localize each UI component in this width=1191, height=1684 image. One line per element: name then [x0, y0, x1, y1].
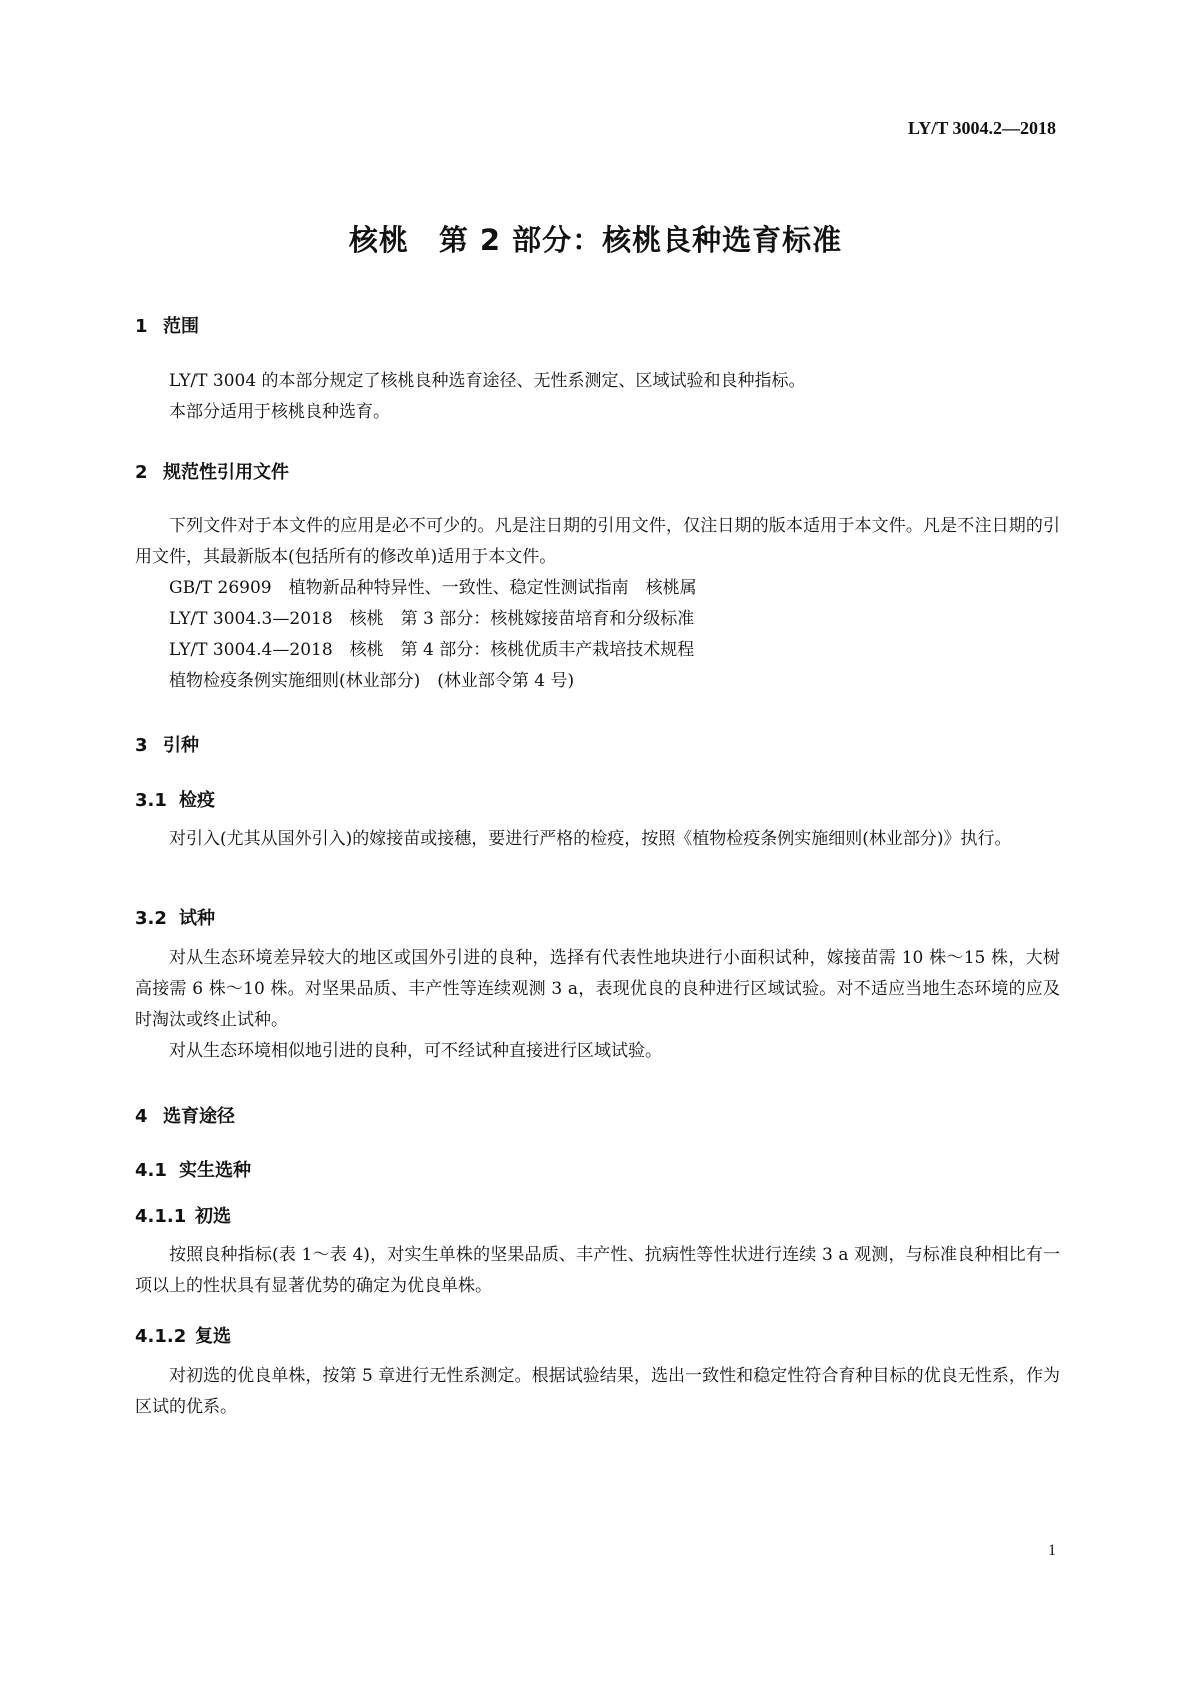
section-number: 2 [135, 462, 148, 483]
section-title: 试种 [179, 908, 215, 929]
section-title: 范围 [163, 316, 199, 337]
paragraph: 对初选的优良单株，按第 5 章进行无性系测定。根据试验结果，选出一致性和稳定性符合育种目标的优良无性系，作为区试的优系。 [135, 1366, 1060, 1417]
section-number: 3 [135, 735, 148, 756]
section-number: 4.1 [135, 1160, 167, 1181]
section-number: 4 [135, 1106, 148, 1127]
section-3-1-body [135, 824, 1060, 855]
paragraph: LY/T 3004 的本部分规定了核桃良种选育途径、无性系测定、区域试验和良种指标。 [169, 371, 806, 391]
section-4-heading [135, 1102, 1060, 1128]
section-title: 初选 [195, 1206, 231, 1227]
section-title: 实生选种 [179, 1160, 251, 1181]
section-title: 检疫 [179, 790, 215, 811]
section-title: 引种 [163, 735, 199, 756]
reference-item: LY/T 3004.3—2018 核桃 第 3 部分：核桃嫁接苗培育和分级标准 [169, 609, 695, 629]
standard-number: LY/T 3004.2—2018 [907, 118, 1056, 138]
paragraph: 对引入(尤其从国外引入)的嫁接苗或接穗，要进行严格的检疫，按照《植物检疫条例实施细则(林业部分)》执行。 [169, 829, 1012, 849]
document-title: 核桃 第 2 部分：核桃良种选育标准 [348, 223, 843, 257]
section-title: 复选 [195, 1326, 231, 1347]
section-3-2-body [135, 943, 1060, 1067]
section-1-body [135, 366, 1060, 428]
section-4-1-1-heading [135, 1202, 1060, 1228]
section-4-1-2-body [135, 1361, 1060, 1423]
section-1-heading [135, 312, 1060, 338]
section-number: 3.2 [135, 908, 167, 929]
paragraph: 下列文件对于本文件的应用是必不可少的。凡是注日期的引用文件，仅注日期的版本适用于本文件。凡是不注日期的引用文件，其最新版本(包括所有的修改单)适用于本文件。 [135, 516, 1060, 567]
section-3-heading [135, 731, 1060, 757]
paragraph: 按照良种指标(表 1～表 4)，对实生单株的坚果品质、丰产性、抗病性等性状进行连续 3 a 观测，与标准良种相比有一项以上的性状具有显著优势的确定为优良单株。 [135, 1245, 1060, 1296]
reference-item: GB/T 26909 植物新品种特异性、一致性、稳定性测试指南 核桃属 [169, 578, 697, 598]
section-3-1-heading [135, 786, 1060, 812]
section-number: 3.1 [135, 790, 167, 811]
section-3-2-heading [135, 904, 1060, 930]
section-4-1-1-body [135, 1240, 1060, 1302]
section-2-body [135, 511, 1060, 697]
section-4-1-heading [135, 1156, 1060, 1182]
section-title: 规范性引用文件 [163, 462, 289, 483]
paragraph: 对从生态环境差异较大的地区或国外引进的良种，选择有代表性地块进行小面积试种，嫁接苗需 10 株～15 株，大树高接需 6 株～10 株。对坚果品质、丰产性等连续观测 3 a，表现优良的良种进行区域试验。对不适应当地生态环境的应及时淘汰或终止试种。 [135, 948, 1060, 1030]
page-number: 1 [1048, 1542, 1056, 1559]
reference-item: 植物检疫条例实施细则(林业部分) (林业部令第 4 号) [169, 671, 575, 691]
section-number: 4.1.2 [135, 1326, 187, 1347]
section-4-1-2-heading [135, 1322, 1060, 1348]
paragraph: 本部分适用于核桃良种选育。 [169, 402, 390, 422]
paragraph: 对从生态环境相似地引进的良种，可不经试种直接进行区域试验。 [169, 1041, 662, 1061]
section-2-heading [135, 458, 1060, 484]
section-title: 选育途径 [163, 1106, 235, 1127]
reference-item: LY/T 3004.4—2018 核桃 第 4 部分：核桃优质丰产栽培技术规程 [169, 640, 695, 660]
section-number: 1 [135, 316, 148, 337]
section-number: 4.1.1 [135, 1206, 187, 1227]
